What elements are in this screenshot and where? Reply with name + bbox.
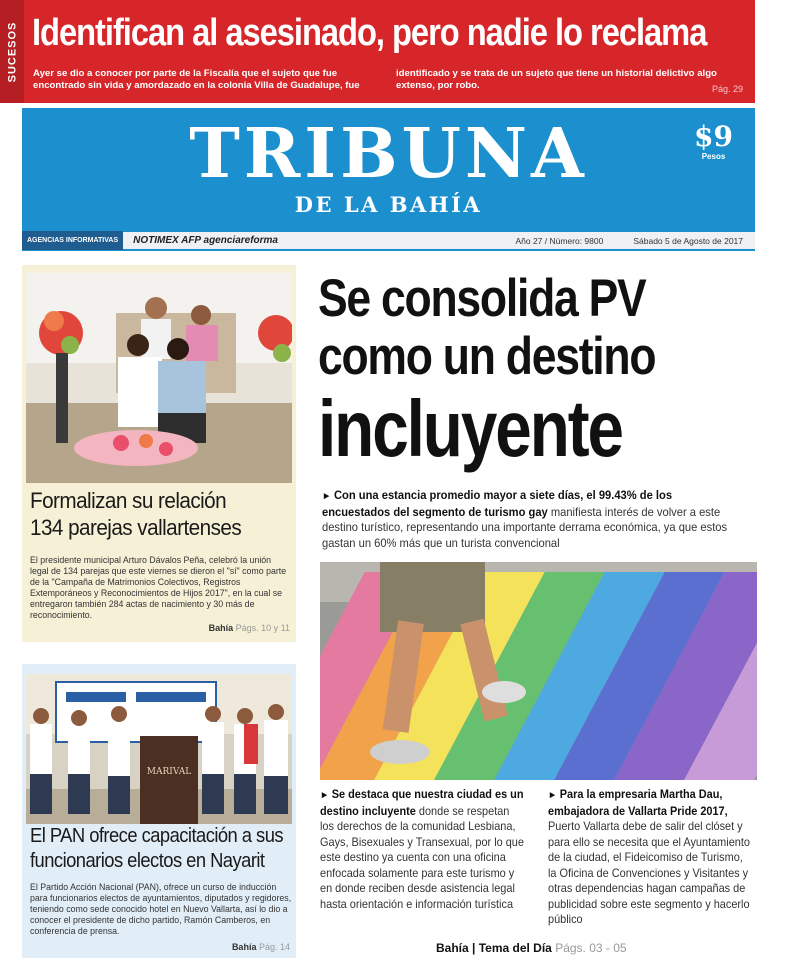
banner-summary: Ayer se dio a conocer por parte de la Fiscalía que el sujeto que fue encontrado sin vida y amordazado en la colonia Villa de Guadalupe, fue identificado y se trata de un sujeto que tiene un historial delictivo algo extenso, por robo. xyxy=(33,68,717,91)
rainbow-crosswalk-image xyxy=(320,562,757,780)
weddings-page-ref xyxy=(209,623,290,633)
pan-title-line2: funcionarios electos en Nayarit xyxy=(30,850,265,872)
section-tag-label: SUCESOS xyxy=(6,21,19,82)
main-page-ref xyxy=(436,941,627,955)
story-pan[interactable] xyxy=(22,664,296,958)
column-2-bold: Para la empresaria Martha Dau, embajadora de Vallarta Pride 2017, xyxy=(548,787,728,818)
price-tag xyxy=(694,122,733,161)
weddings-ref-section: Bahía xyxy=(208,623,234,633)
weddings-title-line1: Formalizan su relación xyxy=(30,488,227,513)
main-ref-section: Bahía | Tema del Día xyxy=(436,941,552,955)
top-news-banner[interactable] xyxy=(0,0,755,103)
weddings-ref-pages: Págs. 10 y 11 xyxy=(235,623,290,633)
main-headline-line2: como un destino xyxy=(318,327,656,386)
main-column-1 xyxy=(320,787,526,912)
price-amount: $9 xyxy=(694,120,733,153)
main-headline-line3: incluyente xyxy=(318,384,622,473)
issue-date: Sábado 5 de Agosto de 2017 xyxy=(633,235,743,246)
weddings-photo-image xyxy=(26,273,292,483)
story-weddings[interactable] xyxy=(22,265,296,642)
banner-page-ref: Pág. 29 xyxy=(711,84,743,94)
triangle-bullet-icon: ► xyxy=(548,790,558,801)
main-column-2 xyxy=(548,787,754,928)
main-lead xyxy=(322,488,727,551)
column-2-text: Puerto Vallarta debe de salir del clóset y para ello se necesita que el Ayuntamiento de la ciudad, el Fideicomiso de Turismo, la Oficina de Convenciones y Visitantes y otras dependencias hagan campañas de publicidad sobre este segmento y hacerlo público xyxy=(548,819,750,926)
weddings-body: El presidente municipal Arturo Dávalos Peña, celebró la unión legal de 134 parejas que este viernes se dieron el "sí" como parte de la "Campaña de Matrimonios Colectivos, Registros Extemporáneos y Reconocimientos de Hijos 2017", en la cual se entregaron también 284 actas de nacimiento y 30 más de reconocimiento. xyxy=(30,555,287,620)
pan-photo-image xyxy=(26,674,292,824)
pan-title-line1: El PAN ofrece capacitación a sus xyxy=(30,825,284,847)
triangle-bullet-icon: ► xyxy=(320,790,330,801)
weddings-title-line2: 134 parejas vallartenses xyxy=(30,515,242,540)
newspaper-title: TRIBUNA xyxy=(189,114,588,194)
podium-text: MARIVAL xyxy=(146,767,192,777)
weddings-photo[interactable] xyxy=(26,273,292,483)
pan-title[interactable] xyxy=(30,824,284,874)
info-bar xyxy=(22,232,755,251)
newspaper-subtitle: DE LA BAHÍA xyxy=(294,192,483,217)
issue-number: Año 27 / Número: 9800 xyxy=(515,235,604,246)
agencias-label: AGENCIAS INFORMATIVAS xyxy=(22,231,123,250)
pan-body: El Partido Acción Nacional (PAN), ofrece un curso de inducción para funcionarios electos de ayuntamientos, diputados y regidores, teniendo como sede conocido hotel en Nuevo Vallarta, así lo dio a conocer el presidente de dicho partido, Ramón Camberos, en conferencia de prensa. xyxy=(30,882,292,936)
main-headline[interactable] xyxy=(318,270,758,472)
agency-logos: NOTIMEX AFP agenciareforma xyxy=(133,235,278,246)
pan-page-ref xyxy=(232,942,290,952)
price-unit: Pesos xyxy=(701,152,726,161)
pan-photo[interactable] xyxy=(26,674,292,824)
main-headline-line1: Se consolida PV xyxy=(318,269,646,328)
main-ref-pages: Págs. 03 - 05 xyxy=(555,941,627,955)
main-lead-text: manifiesta interés de volver a este destino turístico, representando una importante derrama económica, ya que estos gastan un 60% más que un turista convencional xyxy=(322,504,728,550)
main-lead-bold: Con una estancia promedio mayor a siete días, el 99.43% de los encuestados del segmento de turismo gay xyxy=(322,488,673,519)
section-tag xyxy=(0,0,24,103)
column-1-text: donde se respetan los derechos de la comunidad Lesbiana, Gays, Bisexuales y Transexual, por lo que este destino ya cuenta con una oficina enfocada solamente para este turismo y en donde reciben desde asistencia legal hasta orientación e información turística xyxy=(320,803,524,911)
banner-headline[interactable]: Identifican al asesinado, pero nadie lo reclama xyxy=(32,12,707,54)
column-1-bold: Se destaca que nuestra ciudad es un destino incluyente xyxy=(320,787,524,818)
pan-ref-pages: Pág. 14 xyxy=(258,942,290,952)
pan-ref-section: Bahía xyxy=(231,942,257,952)
masthead xyxy=(22,108,755,232)
triangle-bullet-icon: ► xyxy=(322,491,332,502)
main-photo-rainbow-crosswalk[interactable] xyxy=(320,562,757,780)
weddings-title[interactable] xyxy=(30,487,271,541)
